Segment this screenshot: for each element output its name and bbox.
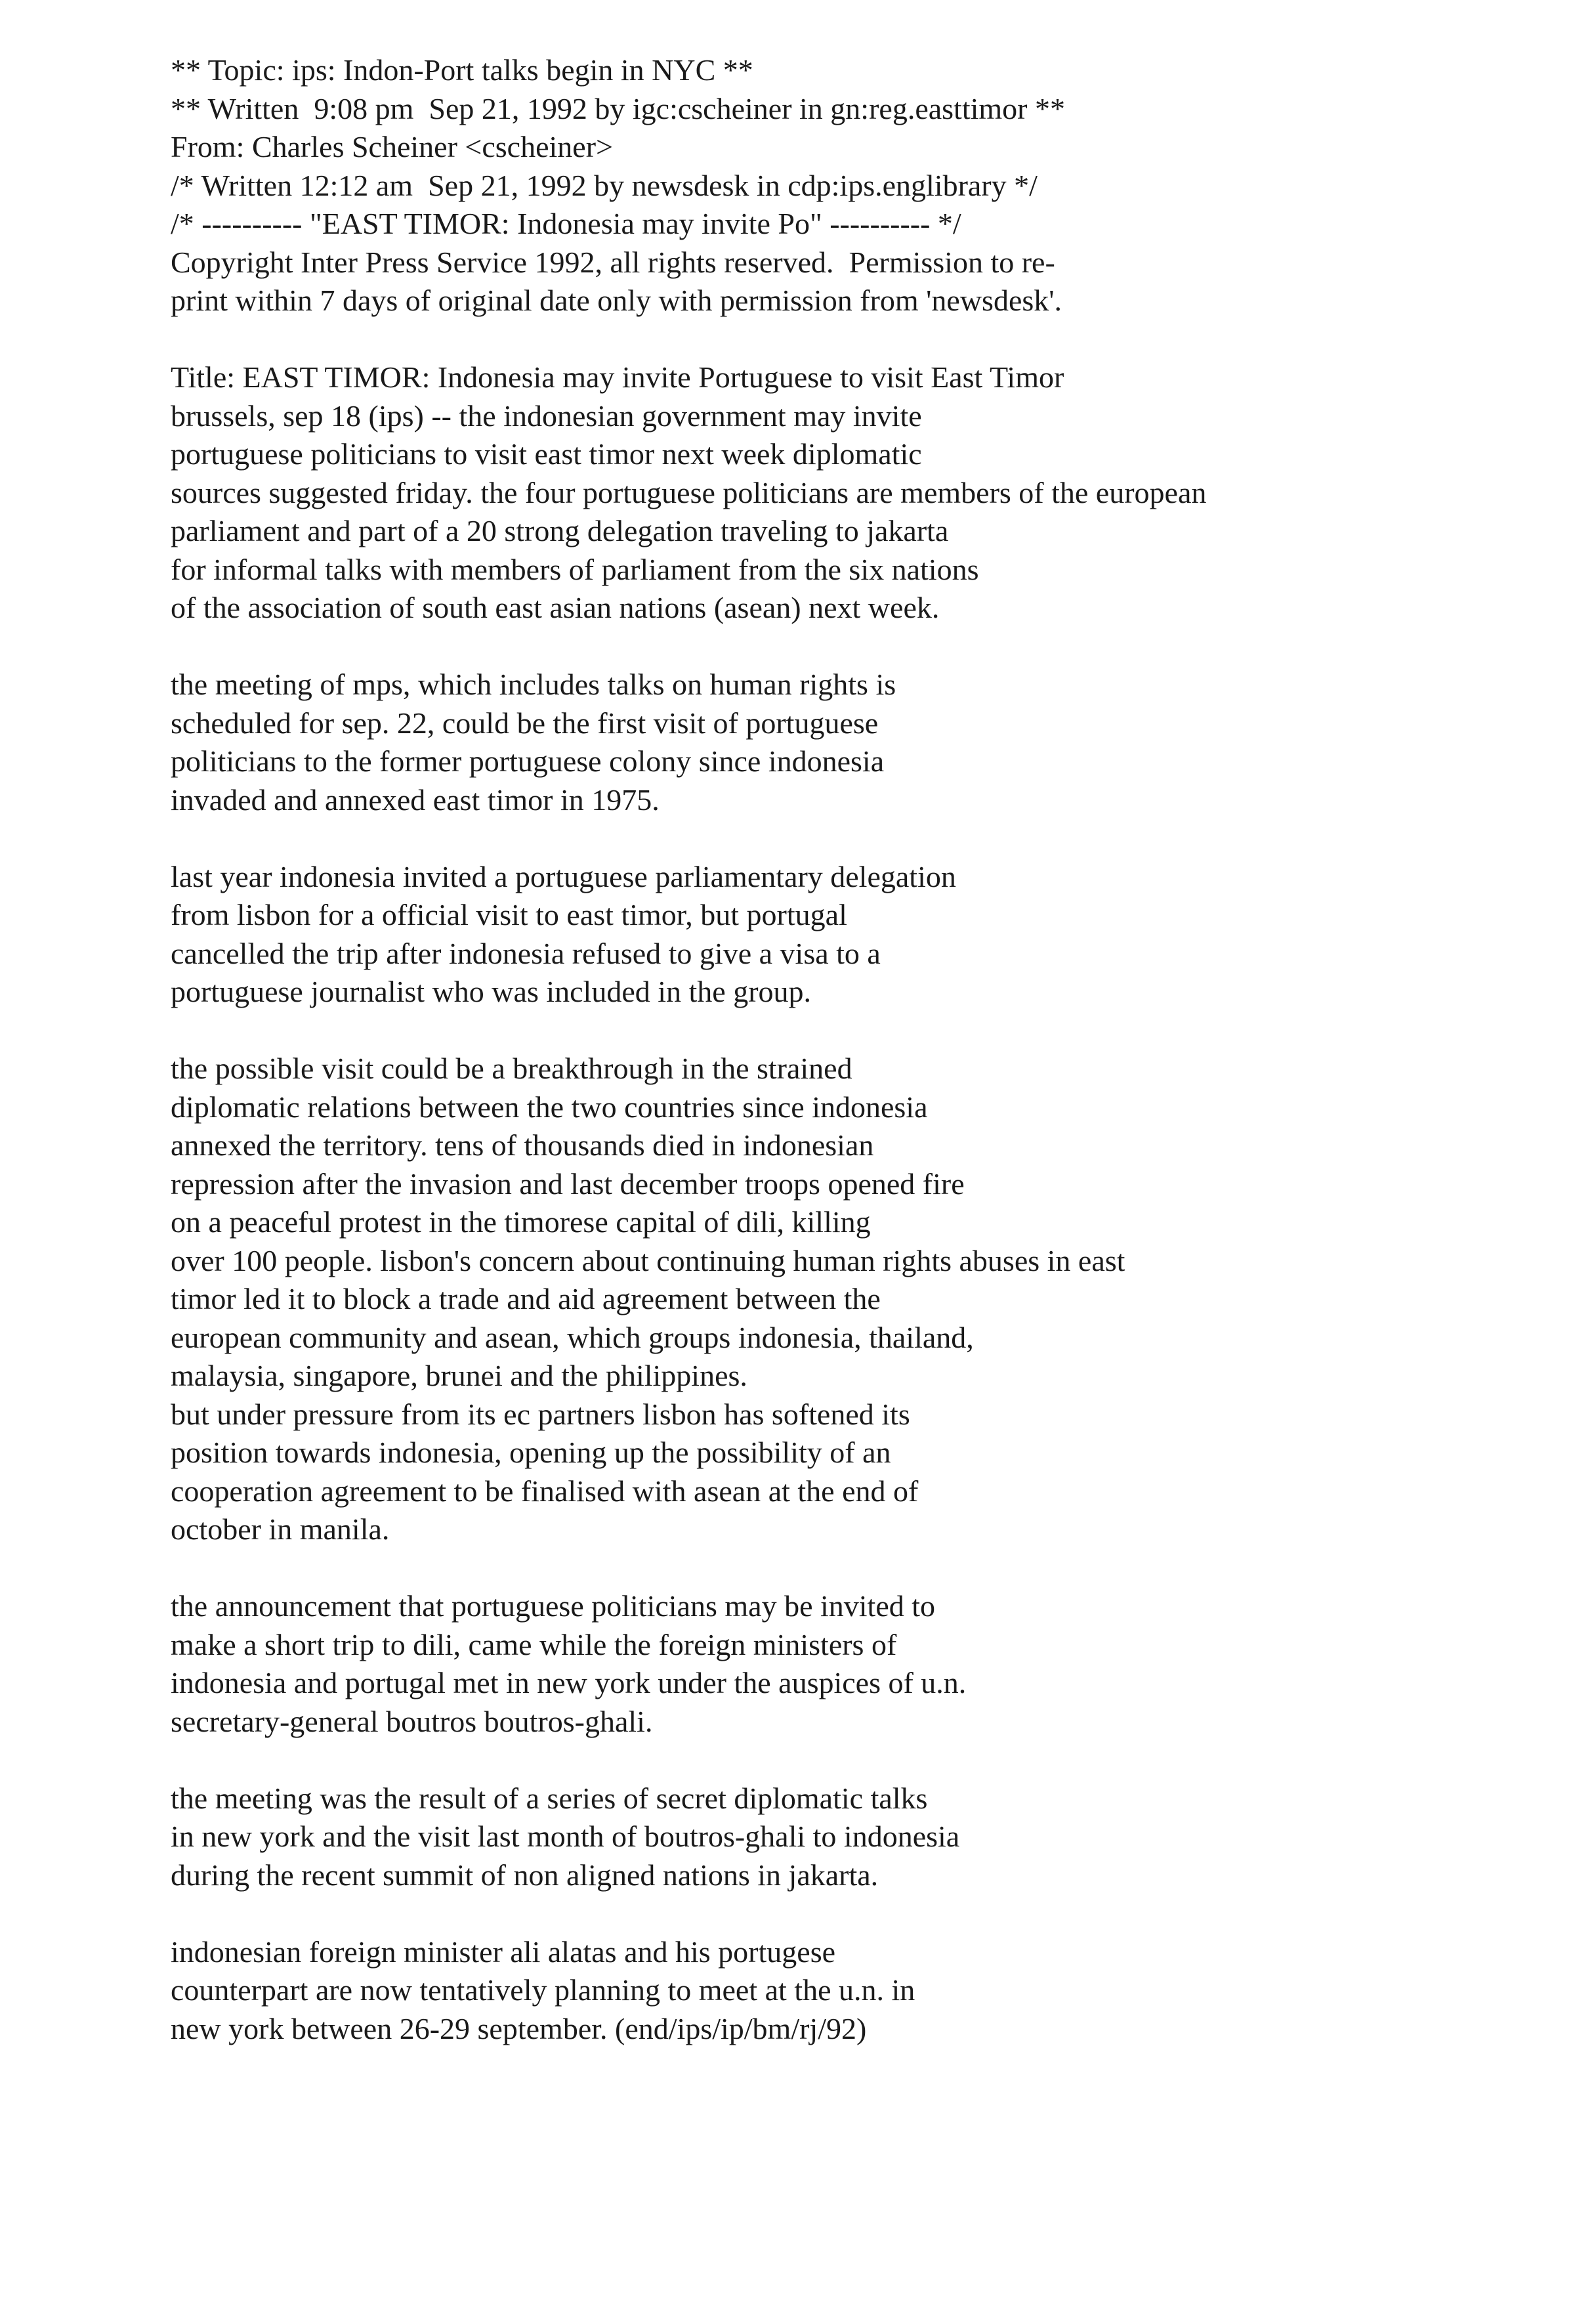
article-paragraph — [171, 1587, 1549, 1741]
article-line: position towards indonesia, opening up the possibility of an — [171, 1436, 891, 1469]
article-line: counterpart are now tentatively planning to meet at the u.n. in — [171, 1973, 915, 2007]
article-line: diplomatic relations between the two countries since indonesia — [171, 1090, 928, 1124]
article-paragraph — [171, 666, 1549, 819]
article-line: Title: EAST TIMOR: Indonesia may invite Portuguese to visit East Timor — [171, 360, 1064, 394]
article-line: the possible visit could be a breakthrough in the strained — [171, 1052, 852, 1085]
article-line: secretary-general boutros boutros-ghali. — [171, 1704, 653, 1738]
topic-line: ** Topic: ips: Indon-Port talks begin in NYC ** — [171, 53, 753, 87]
article-line: cooperation agreement to be finalised with asean at the end of — [171, 1474, 919, 1508]
article-line: the meeting of mps, which includes talks on human rights is — [171, 668, 896, 701]
article-line: malaysia, singapore, brunei and the philippines. — [171, 1359, 747, 1392]
article-line: make a short trip to dili, came while the foreign ministers of — [171, 1627, 897, 1661]
article-line: portuguese journalist who was included in the group. — [171, 975, 812, 1008]
article-line: sources suggested friday. the four portuguese politicians are members of the european — [171, 475, 1207, 509]
article-line: on a peaceful protest in the timorese capital of dili, killing — [171, 1205, 871, 1239]
article-line: over 100 people. lisbon's concern about continuing human rights abuses in east — [171, 1243, 1125, 1277]
article-line: new york between 26-29 september. (end/ips/ip/bm/rj/92) — [171, 2011, 867, 2045]
article-line: but under pressure from its ec partners lisbon has softened its — [171, 1397, 910, 1431]
article-line: european community and asean, which groups indonesia, thailand, — [171, 1320, 974, 1354]
article-paragraph — [171, 858, 1549, 1012]
article-line: last year indonesia invited a portuguese parliamentary delegation — [171, 859, 956, 893]
article-line: the announcement that portuguese politicians may be invited to — [171, 1589, 936, 1623]
article-line: from lisbon for a official visit to east timor, but portugal — [171, 898, 847, 931]
title-banner-line: /* ---------- "EAST TIMOR: Indonesia may invite Po" ---------- */ — [171, 207, 961, 240]
article-line: cancelled the trip after indonesia refused to give a visa to a — [171, 936, 881, 970]
from-line: From: Charles Scheiner <cscheiner> — [171, 130, 613, 163]
article-line: portuguese politicians to visit east timor next week diplomatic — [171, 437, 922, 471]
article-line: annexed the territory. tens of thousands died in indonesian — [171, 1128, 874, 1162]
copyright-line: print within 7 days of original date only with permission from 'newsdesk'. — [171, 284, 1062, 317]
article-line: indonesian foreign minister ali alatas and his portugese — [171, 1934, 836, 1969]
copyright-line: Copyright Inter Press Service 1992, all rights reserved. Permission to re- — [171, 245, 1055, 279]
article-line: october in manila. — [171, 1512, 390, 1546]
article-line: in new york and the visit last month of boutros-ghali to indonesia — [171, 1820, 960, 1853]
article-line: politicians to the former portuguese colony since indonesia — [171, 744, 885, 778]
article-paragraph — [171, 1933, 1549, 2049]
article-line: invaded and annexed east timor in 1975. — [171, 782, 660, 817]
message-header — [171, 51, 1549, 320]
article-line: during the recent summit of non aligned nations in jakarta. — [171, 1858, 879, 1892]
written-line: ** Written 9:08 pm Sep 21, 1992 by igc:cscheiner in gn:reg.easttimor ** — [171, 91, 1065, 125]
article-line: timor led it to block a trade and aid agreement between the — [171, 1282, 881, 1315]
article-line: repression after the invasion and last december troops opened fire — [171, 1166, 965, 1201]
article-line: of the association of south east asian nations (asean) next week. — [171, 591, 940, 624]
article-paragraph — [171, 358, 1549, 628]
document-body — [171, 51, 1549, 2048]
article-line: for informal talks with members of parliament from the six nations — [171, 552, 979, 586]
article-line: scheduled for sep. 22, could be the first visit of portuguese — [171, 706, 879, 740]
article-line: the meeting was the result of a series of secret diplomatic talks — [171, 1781, 928, 1815]
article-line: parliament and part of a 20 strong delegation traveling to jakarta — [171, 514, 949, 547]
article-line: brussels, sep 18 (ips) -- the indonesian government may invite — [171, 398, 922, 433]
article-line: indonesia and portugal met in new york under the auspices of u.n. — [171, 1666, 967, 1699]
article-paragraph — [171, 1050, 1549, 1549]
article-body — [171, 358, 1549, 2048]
newsdesk-written-line: /* Written 12:12 am Sep 21, 1992 by newsdesk in cdp:ips.englibrary */ — [171, 168, 1038, 202]
article-paragraph — [171, 1780, 1549, 1895]
